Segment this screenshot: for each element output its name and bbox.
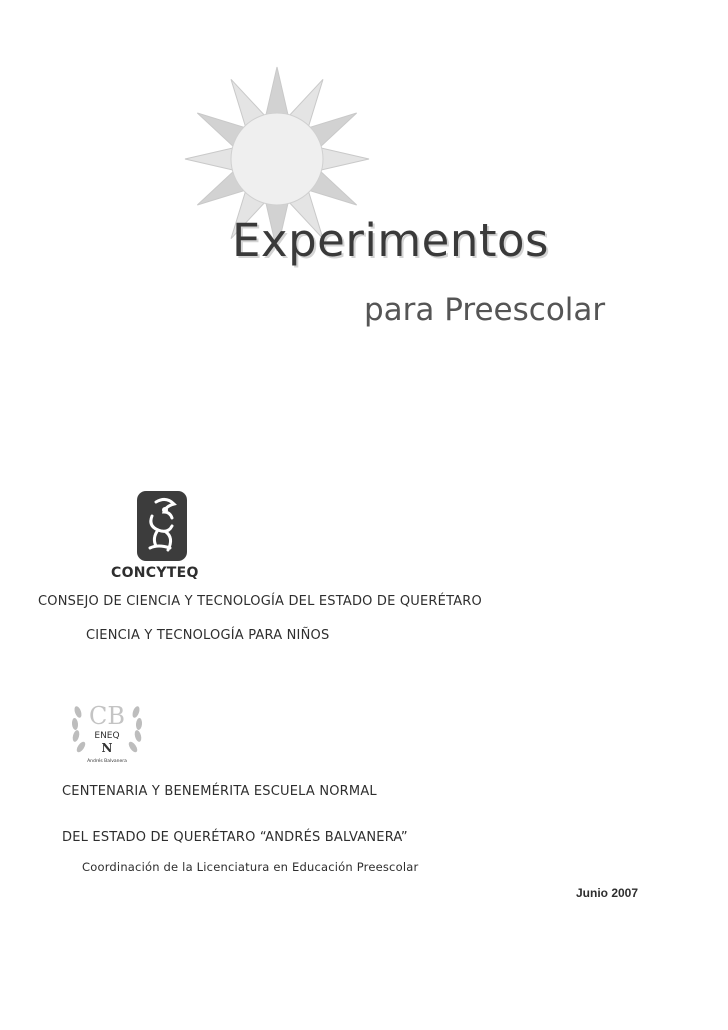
document-title: Experimentos	[232, 214, 549, 267]
svg-text:CB: CB	[89, 702, 125, 730]
svg-text:ENEQ: ENEQ	[94, 731, 120, 741]
publication-date: Junio 2007	[576, 886, 639, 900]
svg-text:Andrés Balvanera: Andrés Balvanera	[87, 759, 127, 764]
concyteq-logo-icon	[136, 490, 188, 562]
document-subtitle: para Preescolar	[364, 292, 606, 328]
sun-ray	[320, 148, 369, 171]
coordination-text: Coordinación de la Licenciatura en Educación Preescolar	[82, 860, 419, 874]
program-name: CIENCIA Y TECNOLOGÍA PARA NIÑOS	[86, 628, 330, 643]
concyteq-wordmark: CONCYTEQ	[111, 565, 199, 581]
eneq-emblem-icon	[68, 698, 146, 766]
svg-text:N: N	[101, 741, 113, 755]
sun-ray	[185, 148, 234, 171]
council-name: CONSEJO DE CIENCIA Y TECNOLOGÍA DEL ESTADO DE QUERÉTARO	[38, 594, 482, 609]
school-name-line-2: DEL ESTADO DE QUERÉTARO “ANDRÉS BALVANERA”	[62, 830, 408, 845]
sun-ray	[266, 67, 289, 116]
school-name-line-1: CENTENARIA Y BENEMÉRITA ESCUELA NORMAL	[62, 784, 377, 799]
